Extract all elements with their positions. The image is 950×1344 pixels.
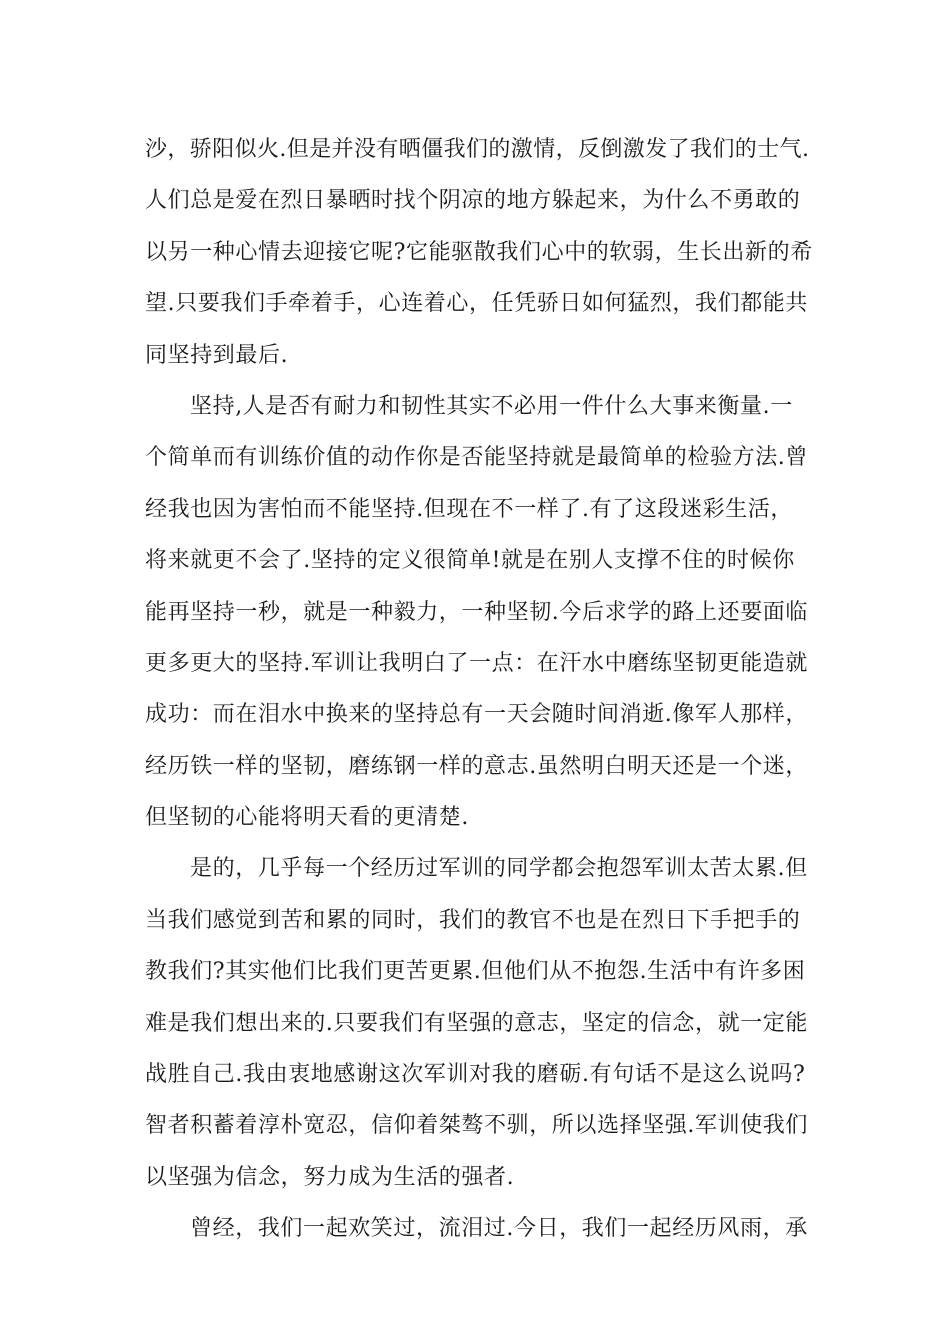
paragraph: [145, 843, 815, 1203]
text-line: 但坚韧的心能将明天看的更清楚.: [145, 805, 469, 831]
text-line: 将来就更不会了.坚持的定义很简单!就是在别人支撑不住的时候你: [145, 548, 795, 574]
text-line: 是的，几乎每一个经历过军训的同学都会抱怨军训太苦太累.但: [190, 856, 808, 882]
text-line: 曾经，我们一起欢笑过，流泪过.今日，我们一起经历风雨，承: [190, 1216, 808, 1242]
text-line: 沙，骄阳似火.但是并没有晒僵我们的激情，反倒激发了我们的士气.: [145, 137, 810, 162]
text-line: 当我们感觉到苦和累的同时，我们的教官不也是在烈日下手把手的: [145, 907, 801, 933]
text-line: 以坚强为信念，努力成为生活的强者.: [145, 1164, 515, 1190]
text-line: 难是我们想出来的.只要我们有坚强的意志，坚定的信念，就一定能: [145, 1010, 808, 1036]
text-line: 成功：而在泪水中换来的坚持总有一天会随时间消逝.像军人那样，: [145, 702, 808, 728]
text-line: 经历铁一样的坚韧，磨练钢一样的意志.虽然明白明天还是一个迷，: [145, 753, 808, 779]
paragraph: [145, 381, 815, 844]
text-line: 望.只要我们手牵着手，心连着心，任凭骄日如何猛烈，我们都能共: [145, 291, 808, 317]
text-line: 能再坚持一秒，就是一种毅力，一种坚韧.今后求学的路上还要面临: [145, 599, 808, 625]
text-line: 人们总是爱在烈日暴晒时找个阴凉的地方躲起来，为什么不勇敢的: [145, 188, 801, 214]
text-line: 教我们?其实他们比我们更苦更累.但他们从不抱怨.生活中有许多困: [145, 959, 806, 985]
text-line: 坚持,人是否有耐力和韧性其实不必用一件什么大事来衡量.一: [190, 393, 793, 419]
text-line: 更多更大的坚持.军训让我明白了一点：在汗水中磨练坚韧更能造就: [145, 650, 808, 676]
paragraph: [145, 124, 815, 381]
text-line: 经我也因为害怕而不能坚持.但现在不一样了.有了这段迷彩生活，: [145, 496, 793, 522]
text-line: 个简单而有训练价值的动作你是否能坚持就是最简单的检验方法.曾: [145, 445, 808, 471]
text-line: 战胜自己.我由衷地感谢这次军训对我的磨砺.有句话不是这么说吗?: [145, 1062, 806, 1088]
body-text: [145, 124, 815, 1255]
text-line: 以另一种心情去迎接它呢?它能驱散我们心中的软弱，生长出新的希: [145, 239, 813, 265]
paragraph: [145, 1203, 815, 1254]
text-line: 智者积蓄着淳朴宽忍，信仰着桀骜不驯，所以选择坚强.军训使我们: [145, 1113, 808, 1139]
text-line: 同坚持到最后.: [145, 342, 289, 368]
